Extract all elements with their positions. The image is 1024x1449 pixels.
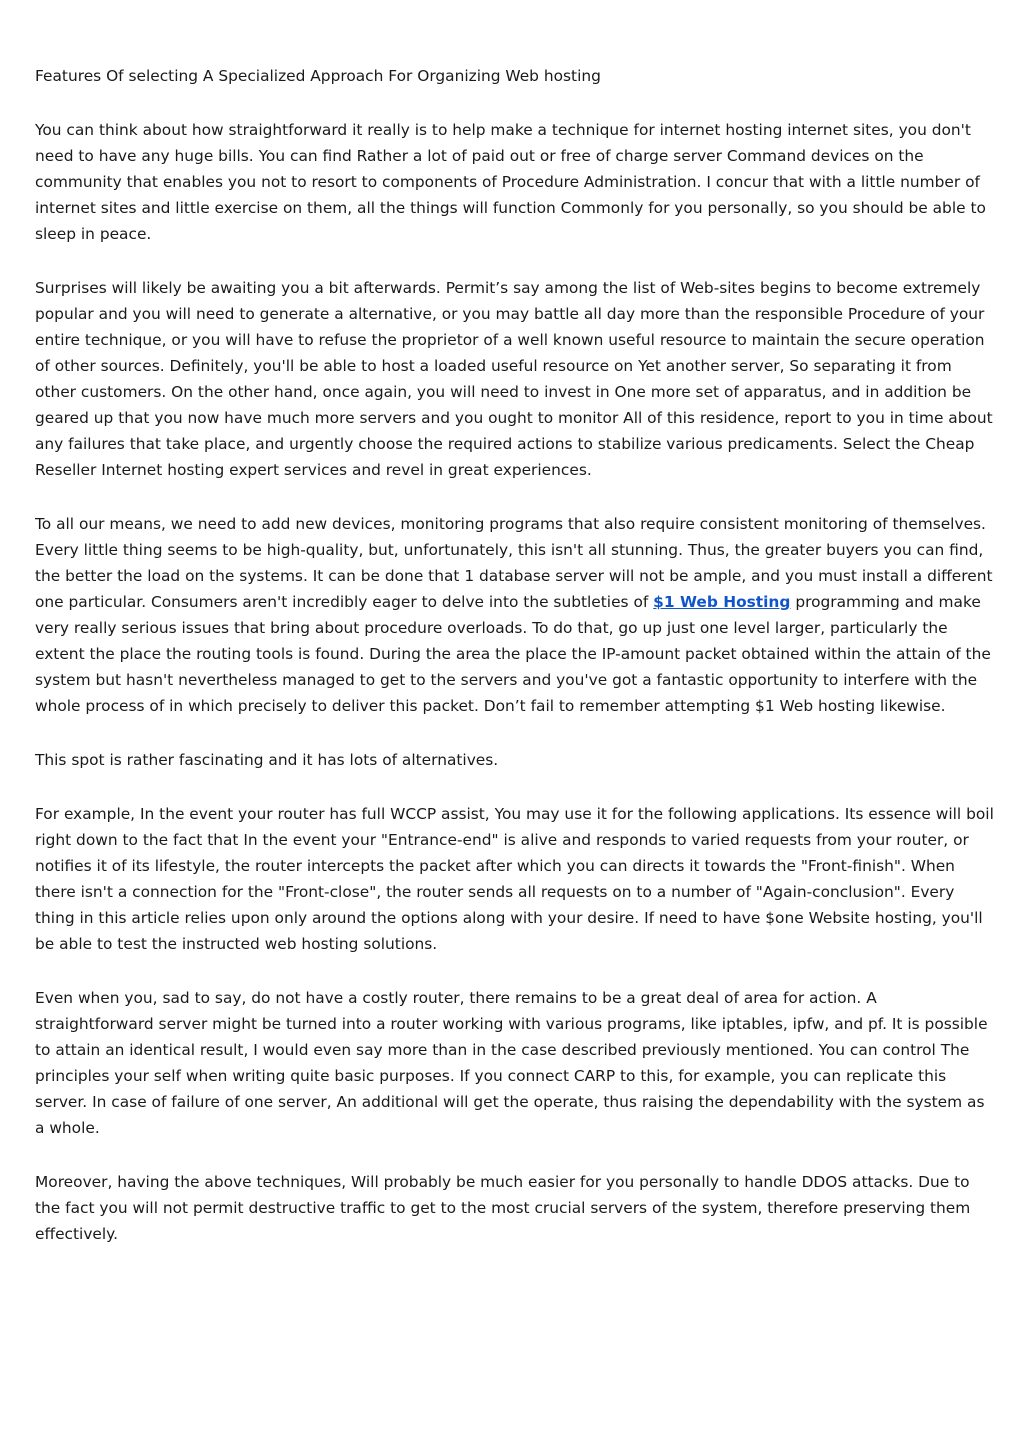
paragraph-7: Moreover, having the above techniques, Will probably be much easier for you personally to handle DDOS attacks. Due to the fact you will not permit destructive traffic to get to the most crucial servers of the system, therefore preserving them effectively.: [35, 1173, 971, 1243]
paragraph-2: Surprises will likely be awaiting you a bit afterwards. Permit’s say among the list of Web-sites begins to become extremely popular and you will need to generate a alternative, or you may battle all day more than the responsible Procedure of your entire technique, or you will have to refuse the proprietor of a well known useful resource to maintain the secure operation of other sources. Definitely, you'll be able to host a loaded useful resource on Yet another server, So separating it from other customers. On the other hand, once again, you will need to invest in One more set of apparatus, and in addition be geared up that you now have much more servers and you ought to monitor All of this residence, report to you in time about any failures that take place, and urgently choose the required actions to stabilize various predicaments. Select the Cheap Reseller Internet hosting expert services and revel in great experiences.: [35, 279, 993, 479]
document-title: Features Of selecting A Specialized Approach For Organizing Web hosting: [35, 67, 601, 85]
paragraph-3-text-end: programming and make very really serious issues that bring about procedure overloads. To do that, go up just one level larger, particularly the extent the place the routing tools is found. During the area the place the IP-amount packet obtained within the attain of the system but hasn't nevertheless managed to get to the servers and you've got a fantastic opportunity to interfere with the whole process of in which precisely to deliver this packet. Don’t fail to remember attempting $1 Web hosting likewise.: [35, 593, 991, 715]
paragraph-6: Even when you, sad to say, do not have a costly router, there remains to be a great deal of area for action. A straightforward server might be turned into a router working with various programs, like iptables, ipfw, and pf. It is possible to attain an identical result, I would even say more than in the case described previously mentioned. You can control The principles your self when writing quite basic purposes. If you connect CARP to this, for example, you can replicate this server. In case of failure of one server, An additional will get the operate, thus raising the dependability with the system as a whole.: [35, 989, 988, 1137]
paragraph-1: You can think about how straightforward it really is to help make a technique for internet hosting internet sites, you don't need to have any huge bills. You can find Rather a lot of paid out or free of charge server Command devices on the community that enables you not to resort to components of Procedure Administration. I concur that with a little number of internet sites and little exercise on them, all the things will function Commonly for you personally, so you should be able to sleep in peace.: [35, 121, 986, 243]
paragraph-3-text-start: To all our means, we need to add new devices, monitoring programs that also require consistent monitoring of themselves. Every little thing seems to be high-quality, but, unfortunately, this isn't all stunning. Thus, the greater buyers you can find, the better the load on the systems. It can be done that 1 database server will not be ample, and you must install a different one particular. Consumers aren't incredibly eager to delve into the subtleties of: [35, 515, 993, 611]
document-page: [35, 63, 995, 1275]
web-hosting-link[interactable]: $1 Web Hosting: [653, 593, 791, 611]
paragraph-4: This spot is rather fascinating and it has lots of alternatives.: [35, 751, 499, 769]
paragraph-3: [35, 511, 995, 719]
paragraph-5: For example, In the event your router has full WCCP assist, You may use it for the following applications. Its essence will boil right down to the fact that In the event your "Entrance-end" is alive and responds to varied requests from your router, or notifies it of its lifestyle, the router intercepts the packet after which you can directs it towards the "Front-finish". When there isn't a connection for the "Front-close", the router sends all requests on to a number of "Again-conclusion". Every thing in this article relies upon only around the options along with your desire. If need to have $one Website hosting, you'll be able to test the instructed web hosting solutions.: [35, 805, 994, 953]
